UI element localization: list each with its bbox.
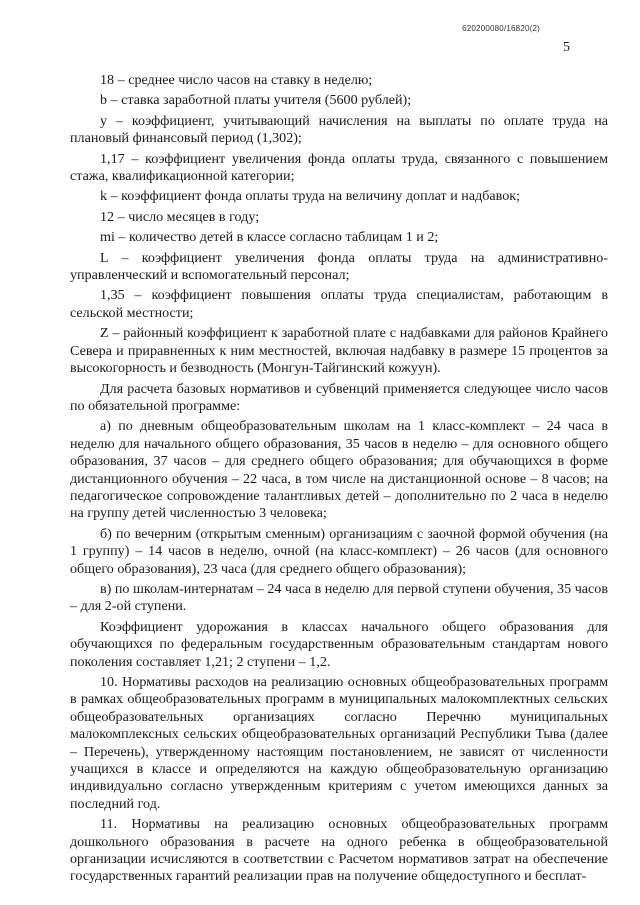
paragraph: Для расчета базовых нормативов и субвенций применяется следующее число часов по обязательной программе: (70, 380, 608, 414)
page-number: 5 (563, 40, 570, 55)
paragraph: 1,35 – коэффициент повышения оплаты труда специалистам, работающим в сельской местности; (70, 287, 608, 321)
paragraph: 11. Нормативы на реализацию основных общеобразовательных программ дошкольного образования в расчете на одного ребенка в общеобразовательной организации исчисляются в соответствии с Расчетом нормативов затрат на обеспечение государственных гарантий реализации прав на получение общедоступного и бесплат- (70, 816, 608, 885)
paragraph: b – ставка заработной платы учителя (5600 рублей); (100, 92, 412, 109)
paragraph: в) по школам-интернатам – 24 часа в неделю для первой ступени обучения, 35 часов – для 2-ой ступени. (70, 580, 608, 615)
paragraph: 12 – число месяцев в году; (100, 208, 260, 225)
paragraph: k – коэффициент фонда оплаты труда на величину доплат и надбавок; (100, 188, 521, 205)
paragraph: Z – районный коэффициент к заработной плате с надбавками для районов Крайнего Севера и приравненных к ним местностей, включая надбавку в размере 15 процентов за высокогорность и безводность (Монгун-Тайгинский кожуун). (70, 325, 608, 377)
paragraph: 10. Нормативы расходов на реализацию основных общеобразовательных программ в рамках общеобразовательных программ в муниципальных малокомплектных сельских общеобразовательных организациях согласно Перечню муниципальных малокомплексных сельских общеобразовательных организаций Республики Тыва (далее – Перечень), утвержденному настоящим постановлением, не зависят от численности учащихся в классе и определяются на каждую общеобразовательную организацию индивидуально согласно утвержденным критериям с учетом имеющихся данных за последний год. (70, 674, 608, 812)
paragraph: L – коэффициент увеличения фонда оплаты труда на административно-управленческий и вспомогательный персонал; (70, 249, 608, 284)
paragraph: а) по дневным общеобразовательным школам на 1 класс-комплект – 24 часа в неделю для начального общего образования, 35 часов в неделю – для основного общего образования, 37 часов – для среднего общего образования; для обучающихся в форме дистанционного обучения – 22 часа, в том числе на дистанционной основе – 8 часов; на педагогическое сопровождение талантливых детей – дополнительно по 2 часа в неделю на группу детей численностью 3 человека; (70, 418, 608, 522)
paragraph: б) по вечерним (открытым сменным) организациям с заочной формой обучения (на 1 группу) – 14 часов в неделю, очной (на класс-комплект) – 26 часов (для основного общего образования), 23 часа (для среднего общего образования); (70, 525, 608, 577)
paragraph: 18 – среднее число часов на ставку в неделю; (100, 72, 373, 88)
paragraph: Коэффициент удорожания в классах начального общего образования для обучающихся по федеральным государственным образовательным стандартам нового поколения составляет 1,21; 2 ступени – 1,2. (70, 618, 608, 670)
paragraph: mi – количество детей в классе согласно таблицам 1 и 2; (100, 229, 439, 246)
document-code: 620200080/16820(2) (462, 24, 540, 33)
document-body (70, 72, 608, 889)
paragraph: 1,17 – коэффициент увеличения фонда оплаты труда, связанного с повышением стажа, квалификационной категории; (70, 150, 608, 185)
paragraph: у – коэффициент, учитывающий начисления на выплаты по оплате труда на плановый финансовый период (1,302); (70, 112, 608, 147)
